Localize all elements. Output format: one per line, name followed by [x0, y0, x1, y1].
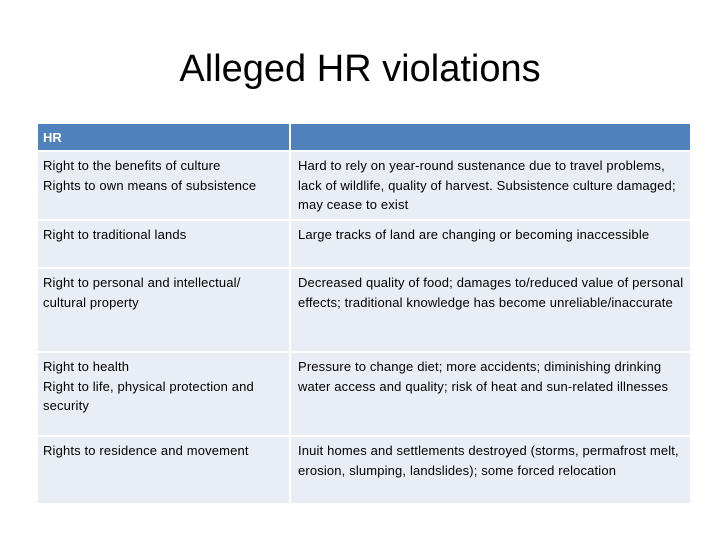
- table-row: [38, 437, 690, 503]
- right-cell: [38, 221, 289, 267]
- right-text: Right to health: [43, 359, 130, 374]
- right-cell: [38, 269, 289, 351]
- header-cell-hr: HR: [38, 124, 289, 150]
- right-text: Right to personal and intellectual/ cultural property: [43, 275, 241, 310]
- violation-cell: Large tracks of land are changing or becoming inaccessible: [291, 221, 690, 267]
- violation-cell: Inuit homes and settlements destroyed (storms, permafrost melt, erosion, slumping, landslides); some forced relocation: [291, 437, 690, 503]
- header-cell-empty: [291, 124, 690, 150]
- right-cell: [38, 152, 289, 219]
- table-header-row: [38, 124, 690, 150]
- right-text: Right to the benefits of culture: [43, 158, 221, 173]
- table-row: [38, 269, 690, 351]
- violation-cell: Hard to rely on year-round sustenance due to travel problems, lack of wildlife, quality of harvest. Subsistence culture damaged; may cease to exist: [291, 152, 690, 219]
- table-row: [38, 353, 690, 435]
- right-text: Rights to residence and movement: [43, 443, 249, 458]
- right-text: Rights to own means of subsistence: [43, 177, 257, 193]
- right-cell: [38, 437, 289, 503]
- violation-cell: Decreased quality of food; damages to/reduced value of personal effects; traditional knowledge has become unreliable/inaccurate: [291, 269, 690, 351]
- right-text: Right to life, physical protection and security: [43, 378, 254, 413]
- table-row: [38, 152, 690, 219]
- right-text: Right to traditional lands: [43, 227, 187, 242]
- violation-cell: Pressure to change diet; more accidents; diminishing drinking water access and quality; risk of heat and sun-related illnesses: [291, 353, 690, 435]
- table-row: [38, 221, 690, 267]
- hr-violations-table: [36, 122, 692, 505]
- right-cell: [38, 353, 289, 435]
- slide-title: Alleged HR violations: [179, 48, 541, 90]
